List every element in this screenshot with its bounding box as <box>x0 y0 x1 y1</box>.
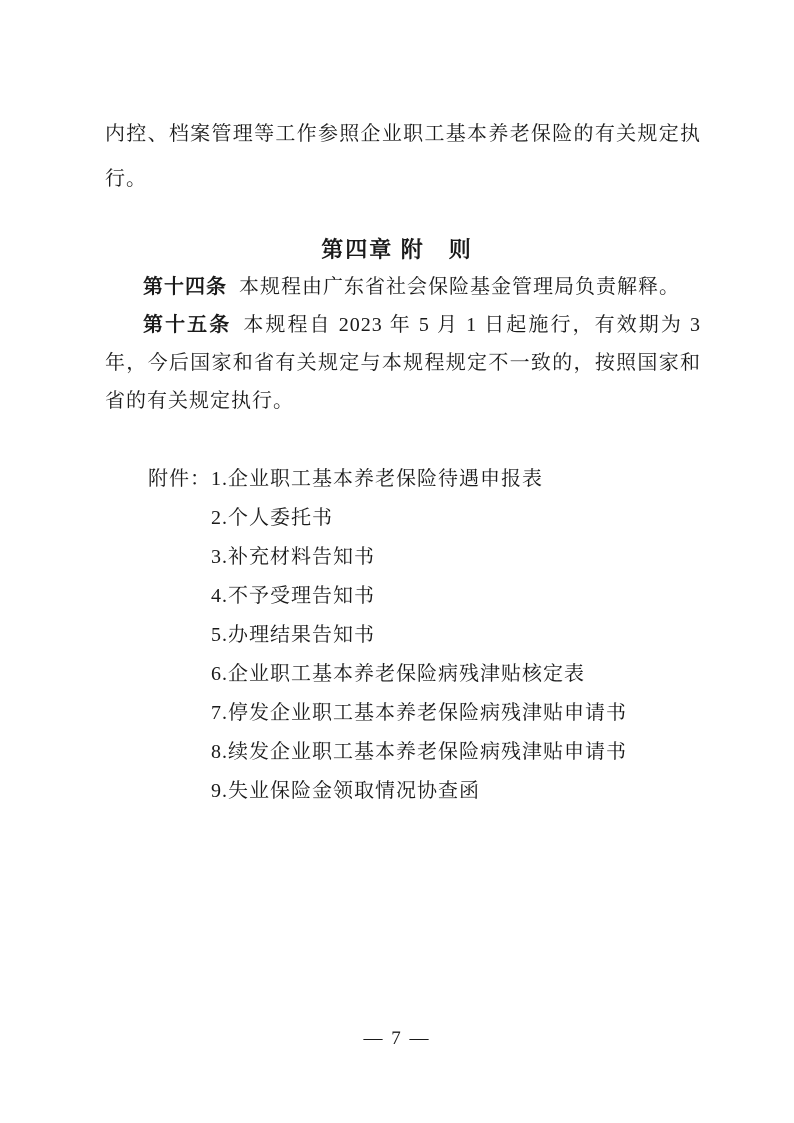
attachment-item-4: 4.不予受理告知书 <box>211 585 375 607</box>
article-14 <box>105 268 701 306</box>
attachment-item-7: 7.停发企业职工基本养老保险病残津贴申请书 <box>211 702 627 724</box>
article-15-text: 本规程自 2023 年 5 月 1 日起施行，有效期为 3 年，今后国家和省有关规定与本规程规定不一致的，按照国家和省的有关规定执行。 <box>105 314 702 412</box>
article-14-text: 本规程由广东省社会保险基金管理局负责解释。 <box>239 276 680 298</box>
attachment-item-5: 5.办理结果告知书 <box>211 624 375 646</box>
article-14-label: 第十四条 <box>143 276 227 298</box>
attachment-item-8: 8.续发企业职工基本养老保险病残津贴申请书 <box>211 741 627 763</box>
attachment-item-3: 3.补充材料告知书 <box>211 546 375 568</box>
attachments-list <box>211 460 627 811</box>
article-15-label: 第十五条 <box>143 314 232 336</box>
attachment-item-9: 9.失业保险金领取情况协查函 <box>211 780 480 802</box>
continuation-paragraph: 内控、档案管理等工作参照企业职工基本养老保险的有关规定执行。 <box>105 123 701 190</box>
attachment-item-2: 2.个人委托书 <box>211 507 333 529</box>
attachments-section <box>148 460 627 811</box>
chapter-heading: 第四章 附 则 <box>321 237 473 262</box>
attachments-label: 附件： <box>148 468 211 490</box>
attachment-item-1: 1.企业职工基本养老保险待遇申报表 <box>211 468 543 490</box>
attachment-item-6: 6.企业职工基本养老保险病残津贴核定表 <box>211 663 585 685</box>
page-number: — 7 — <box>363 1028 431 1049</box>
article-15 <box>105 306 701 420</box>
